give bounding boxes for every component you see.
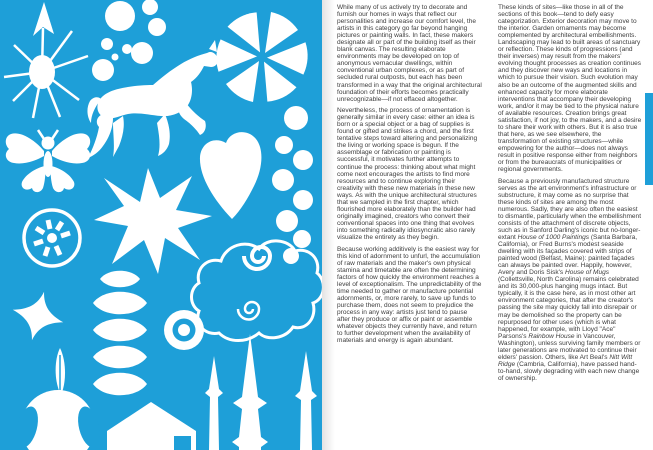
four-point-star xyxy=(7,285,70,346)
heart-leaf xyxy=(200,132,261,219)
text-column-1: While many of us actively try to decorate and furnish our homes in ways that reflect our personalities and increase our comfort level, the artists in this category go far beyond hanging pictures or painting walls. In fact, these makers designate all or part of the building itself as their blank canvas. The resulting elaborate environments may be developed on top of anonymous vernacular dwellings, within conventional urban complexes, or as part of secluded rural outposts, but each has been transformed in a way that the original architectural foundation of their efforts becomes practically unrecognizable—if not effaced altogether. Nevertheless, the process of ornamentation is generally similar in every case: either an idea is born or a special object or a bag of supplies is found or gifted and strikes a chord, and the first tentative steps toward altering and personalizing the living or working space is begun. If the assemblage or fabrication or painting is successful, it motivates further attempts to continue the process: thinking about what might come next encourages the artists to find more resources and to continue exploring their creativity with these new materials in these new ways. As with the unique architectural structures that we sampled in the first chapter, which flourished more elaborately than the builder had originally imagined, creators who convert their conventional spaces into one thing that evolves into something radically idiosyncratic also rarely visualize the entirety as they begin. Because working additively is the easiest way for this kind of adornment to unfurl, the accumulation of raw materials and the maker's own physical stamina and timetable are often the determining factors of how quickly the environment reaches a level of exceptionalism. The unpredictability of the time needed to gather or manufacture potential adornments, or, more rarely, to save up funds to purchase them, does not seem to prejudice the process in any way: artists just tend to pause after they produce or affix or paint or assemble whatever objects they currently have, and return to further development when the availability of materials and energy is again abundant. xyxy=(337,4,482,345)
shape-layer-svg xyxy=(0,0,322,450)
leaping-horse xyxy=(87,40,218,158)
spire-left xyxy=(205,356,223,450)
bubble-cluster xyxy=(92,0,166,81)
text-columns xyxy=(337,4,643,386)
sunburst-arrow xyxy=(4,2,88,118)
house xyxy=(107,402,196,450)
spire-center xyxy=(232,334,268,450)
gutter-shadow xyxy=(322,0,335,450)
chapter-edge-tab xyxy=(645,93,653,185)
bead-totem xyxy=(93,271,147,396)
splash-flower xyxy=(94,168,212,274)
text-column-2: These kinds of sites—like those in all of the sections of this book—tend to defy easy categorization. Exterior decoration may move to the interior. Garden ornaments may become complemented by architectural embellishments. Landscaping may lead to built areas of sanctuary or reflection. These kinds of progressions (and their inverses) may result from the makers' evolving thought processes as creation continues and they discover new ways and locations in which to pursue their vision. Such evolution may also be an outcome of the augmented skills and enhanced capacity for more elaborate interventions that accompany their developing work, and/or it may be tied to the physical nature of available resources. Creation brings great satisfaction, if not joy, to the makers, and a desire to share their work with others. But it is also true that here, as we see elsewhere, the transformation of existing structures—while empowering for the author—does not always result in positive response either from neighbors or from the bureaucrats of municipalities or regional governments. Because a previously manufactured structure serves as the art environment's infrastructure or substructure, it may come as no surprise that these kinds of sites are among the most numerous. Sadly, they are also often the easiest to dismantle, particularly when the embellishment consists of the attachment of discrete objects, such as in Sanford Darling's iconic but no-longer-extant House of 1000 Paintings (Santa Barbara, California), or Fred Burns's modest seaside dwelling with its façades covered with strips of painted wood (Belfast, Maine): painted façades can always be painted over. Happily, however, Avery and Doris Sisk's House of Mugs (Collettsville, North Carolina) remains celebrated and its 30,000-plus hanging mugs intact. But typically, it is the case here, as in most other art environment categories, that after the creator's passing the site may quickly fall into disrepair or may be demolished so the property can be repurposed for other uses (which is what happened, for example, with Lloyd "Ace" Parsons's Rainbow House in Vancouver, Washington), unless surviving family members or later generations are motivated to continue their elders' passion. Others, like Art Beal's Nitt Witt Ridge (Cambria, California), have passed hand-to-hand, slowly degrading with each new change of ownership. xyxy=(498,4,642,382)
shape-layer xyxy=(4,0,322,450)
moth xyxy=(6,130,90,192)
apple-with-leaf xyxy=(12,348,104,450)
pinwheel xyxy=(205,3,319,110)
spire-right xyxy=(295,351,317,450)
house-door xyxy=(174,436,191,450)
cloud-with-spirals xyxy=(192,241,323,341)
spiral-icon xyxy=(244,247,270,269)
spiral-icon xyxy=(238,302,259,320)
left-page xyxy=(0,0,322,450)
right-page xyxy=(322,0,653,450)
spoked-wheel xyxy=(24,210,80,266)
target-ring xyxy=(164,310,204,350)
